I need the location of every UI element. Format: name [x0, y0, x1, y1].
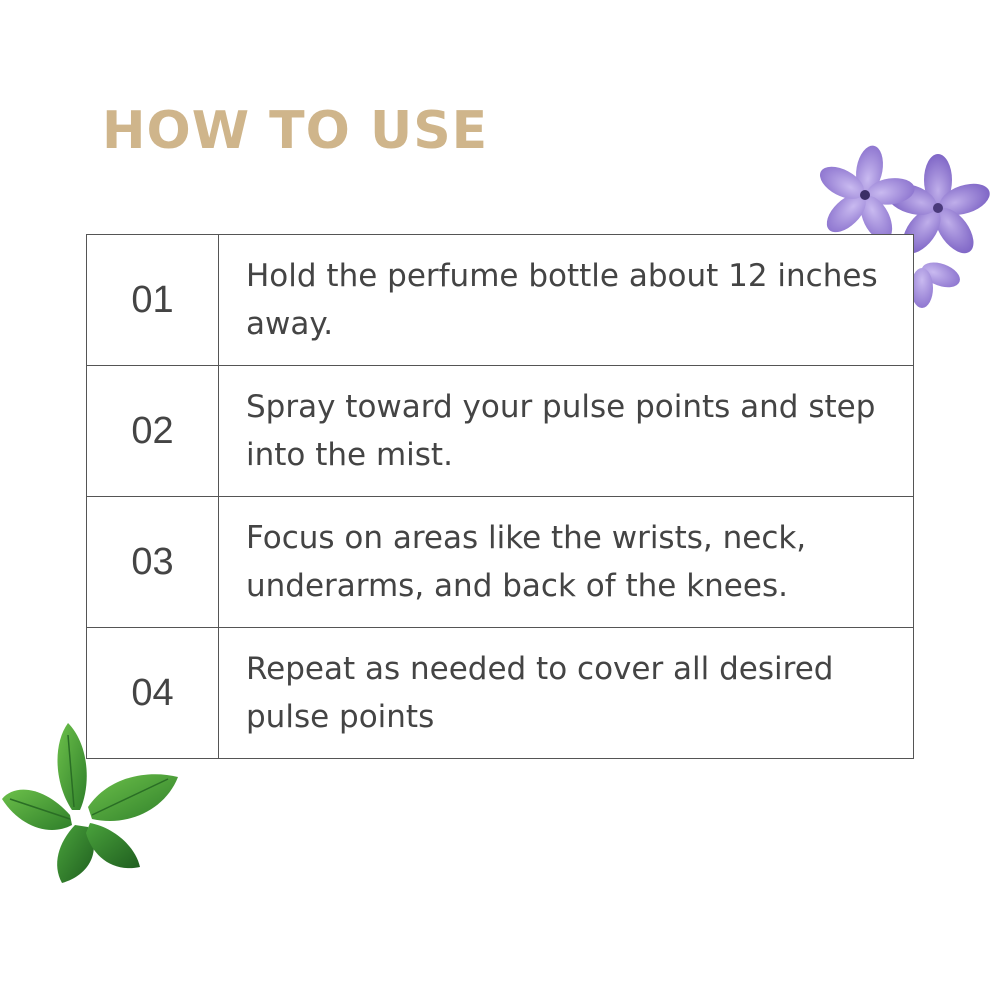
table-row	[87, 628, 914, 759]
step-number: 04	[87, 628, 219, 759]
table-row	[87, 235, 914, 366]
step-number: 01	[87, 235, 219, 366]
page-title: HOW TO USE	[102, 101, 489, 161]
table-row	[87, 366, 914, 497]
step-text: Hold the perfume bottle about 12 inches away.	[219, 235, 914, 366]
step-number: 02	[87, 366, 219, 497]
steps-table	[86, 234, 914, 759]
step-text: Repeat as needed to cover all desired pulse points	[219, 628, 914, 759]
table-row	[87, 497, 914, 628]
step-text: Focus on areas like the wrists, neck, underarms, and back of the knees.	[219, 497, 914, 628]
step-number: 03	[87, 497, 219, 628]
step-text: Spray toward your pulse points and step into the mist.	[219, 366, 914, 497]
